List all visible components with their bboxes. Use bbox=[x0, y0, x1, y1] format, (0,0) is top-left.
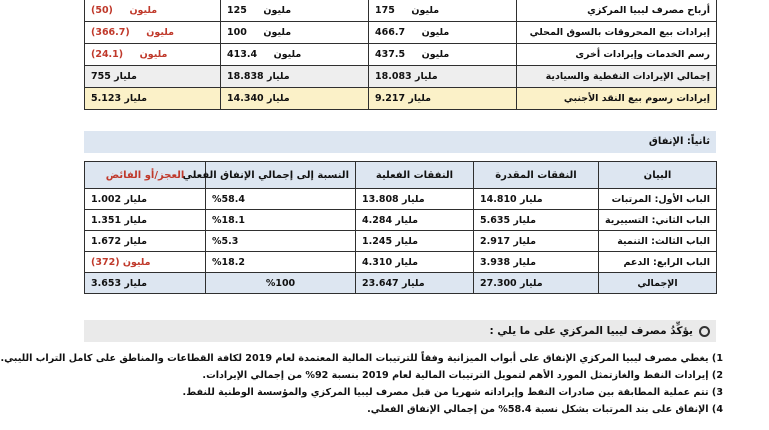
revenue-label: إيرادات بيع المحروقات بالسوق المحلي bbox=[517, 22, 717, 44]
unit-label: مليار bbox=[124, 277, 148, 289]
revenue-estimated: 466.7 مليون bbox=[369, 22, 517, 44]
unit-label: مليار bbox=[124, 93, 148, 104]
unit-label: مليار bbox=[395, 235, 419, 247]
unit-label: مليار bbox=[395, 214, 419, 226]
expenditure-actual: مليار 4.284 bbox=[356, 210, 474, 231]
revenue-actual: 125 مليون bbox=[221, 0, 369, 22]
revenue-label: أرباح مصرف ليبيا المركزي bbox=[517, 0, 717, 22]
unit-label: مليون bbox=[146, 27, 174, 38]
revenue-row bbox=[85, 22, 717, 44]
revenue-difference: (50) مليون bbox=[85, 0, 221, 22]
unit-label: مليون bbox=[273, 49, 302, 60]
expenditure-row bbox=[85, 210, 717, 231]
unit-label: مليار bbox=[519, 277, 543, 289]
header-actual: النفقات الفعلية bbox=[356, 162, 474, 189]
expenditure-actual: مليار 4.310 bbox=[356, 252, 474, 273]
header-item: البيان bbox=[599, 162, 717, 189]
revenue-table bbox=[84, 0, 717, 110]
expenditure-row bbox=[85, 252, 717, 273]
note-item: 3) تتم عملية المطابقة بين صادرات النفط وإيراداته شهريا من قبل مصرف ليبيا المركزي والمؤسسة الوطنية للنفط. bbox=[182, 387, 723, 398]
unit-label: مليون bbox=[129, 5, 158, 16]
revenue-estimated: 437.5 مليون bbox=[369, 44, 517, 66]
revenue-difference: (24.1) مليون bbox=[85, 44, 221, 66]
expenditure-estimated: مليار 2.917 bbox=[474, 231, 599, 252]
unit-label: مليون bbox=[263, 5, 292, 16]
revenue-difference: مليار 5.123 bbox=[85, 88, 221, 110]
unit-label: مليار bbox=[408, 93, 432, 104]
revenue-label: رسم الخدمات وإيرادات أخرى bbox=[517, 44, 717, 66]
unit-label: مليار bbox=[266, 71, 290, 82]
expenditure-surplus: مليار 1.002 bbox=[85, 189, 206, 210]
expenditure-surplus: مليون (372) bbox=[85, 252, 206, 273]
notes-list bbox=[0, 350, 723, 418]
unit-label: مليار bbox=[114, 71, 137, 82]
note-item: 2) إيرادات النفط والغازتمثل المورد الأهم لتمويل الترتيبات المالية لعام 2019 بنسبة 92% من إجمالي الإيرادات. bbox=[202, 370, 723, 381]
revenue-estimated: مليار 9.217 bbox=[369, 88, 517, 110]
note-item: 1) يغطي مصرف ليبيا المركزي الإنفاق على أبواب الميزانية وفقاً للترتيبات المالية المعتمدة لعام 2019 لكافة القطاعات والمناطق على كامل التراب الليبي. bbox=[0, 353, 723, 364]
total-label: الإجمالي bbox=[599, 273, 717, 294]
unit-label: مليار bbox=[513, 256, 537, 268]
revenue-difference: (366.7) مليون bbox=[85, 22, 221, 44]
expenditure-label: الباب الثاني: التسييرية bbox=[599, 210, 717, 231]
expenditure-estimated: مليار 14.810 bbox=[474, 189, 599, 210]
revenue-actual: 413.4 مليون bbox=[221, 44, 369, 66]
revenue-row bbox=[85, 44, 717, 66]
note-item: 4) الإنفاق على بند المرتبات بشكل نسبة 58.4% من إجمالي الإنفاق الفعلي. bbox=[367, 404, 723, 415]
revenue-actual: مليار 18.838 bbox=[221, 66, 369, 88]
revenue-label: إيرادات رسوم بيع النقد الأجنبي bbox=[517, 88, 717, 110]
expenditure-row bbox=[85, 189, 717, 210]
expenditure-surplus: مليار 1.672 bbox=[85, 231, 206, 252]
unit-label: مليار bbox=[395, 256, 419, 268]
expenditure-section-title: ثانياً: الإنفاق bbox=[84, 131, 716, 153]
revenue-estimated: 175 مليون bbox=[369, 0, 517, 22]
total-surplus: مليار 3.653 bbox=[85, 273, 206, 294]
expenditure-table bbox=[84, 161, 717, 294]
unit-label: مليار bbox=[414, 71, 438, 82]
expenditure-surplus: مليار 1.351 bbox=[85, 210, 206, 231]
unit-label: مليار bbox=[266, 93, 290, 104]
revenue-estimated: مليار 18.083 bbox=[369, 66, 517, 88]
unit-label: مليار bbox=[519, 193, 543, 205]
revenue-label: إجمالي الإيرادات النفطية والسيادية bbox=[517, 66, 717, 88]
unit-label: مليار bbox=[513, 214, 537, 226]
revenue-actual: 100 مليون bbox=[221, 22, 369, 44]
unit-label: مليار bbox=[401, 277, 425, 289]
expenditure-ratio: %18.2 bbox=[206, 252, 356, 273]
expenditure-ratio: %5.3 bbox=[206, 231, 356, 252]
unit-label: مليون bbox=[421, 49, 450, 60]
notes-title: يؤكِّدُ مصرف ليبيا المركزي على ما يلي : bbox=[489, 325, 693, 337]
expenditure-label: الباب الأول: المرتبات bbox=[599, 189, 717, 210]
expenditure-ratio: %18.1 bbox=[206, 210, 356, 231]
expenditure-estimated: مليار 3.938 bbox=[474, 252, 599, 273]
unit-label: مليون bbox=[411, 5, 440, 16]
total-ratio: %100 bbox=[206, 273, 356, 294]
total-estimated: مليار 27.300 bbox=[474, 273, 599, 294]
revenue-row bbox=[85, 88, 717, 110]
revenue-difference: مليار 755 bbox=[85, 66, 221, 88]
header-ratio: النسبة إلى إجمالي الإنفاق الفعلي bbox=[206, 162, 356, 189]
header-surplus: العجز/أو الفائض bbox=[85, 162, 206, 189]
header-estimated: النفقات المقدرة bbox=[474, 162, 599, 189]
expenditure-total-row bbox=[85, 273, 717, 294]
expenditure-estimated: مليار 5.635 bbox=[474, 210, 599, 231]
expenditure-ratio: %58.4 bbox=[206, 189, 356, 210]
expenditure-actual: مليار 1.245 bbox=[356, 231, 474, 252]
expenditure-label: الباب الثالث: التنمية bbox=[599, 231, 717, 252]
unit-label: مليون bbox=[421, 27, 450, 38]
revenue-row bbox=[85, 66, 717, 88]
expenditure-actual: مليار 13.808 bbox=[356, 189, 474, 210]
total-actual: مليار 23.647 bbox=[356, 273, 474, 294]
expenditure-label: الباب الرابع: الدعم bbox=[599, 252, 717, 273]
circle-bullet-icon bbox=[699, 326, 710, 337]
expenditure-row bbox=[85, 231, 717, 252]
unit-label: مليار bbox=[513, 235, 537, 247]
unit-label: مليون bbox=[263, 27, 292, 38]
notes-heading bbox=[84, 320, 716, 342]
revenue-row bbox=[85, 0, 717, 22]
unit-label: مليار bbox=[401, 193, 425, 205]
revenue-actual: مليار 14.340 bbox=[221, 88, 369, 110]
unit-label: مليون bbox=[139, 49, 168, 60]
